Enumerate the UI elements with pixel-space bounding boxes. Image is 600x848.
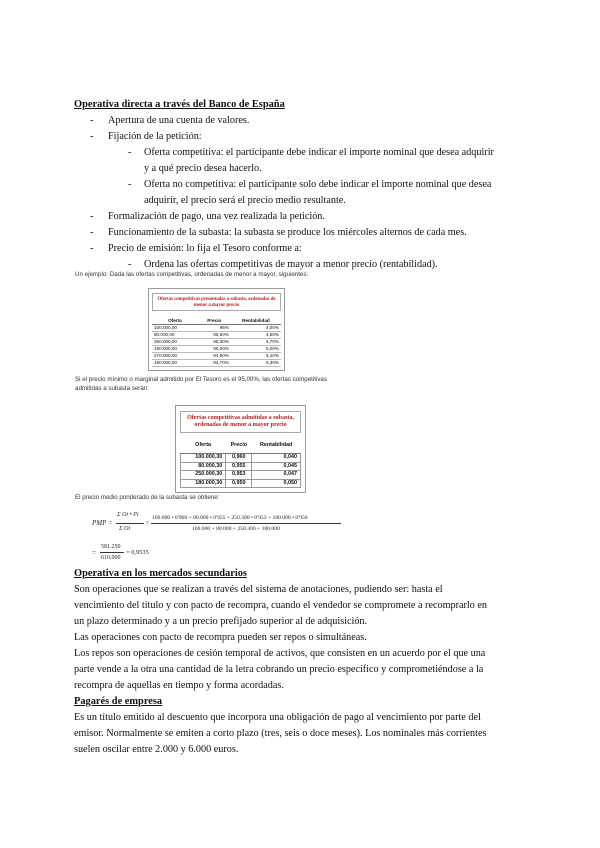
column-header: Precio (198, 317, 231, 325)
data-table (180, 439, 301, 488)
formula-equals: = (92, 549, 96, 557)
formula-result-numerator: 581.250 (101, 544, 121, 550)
list-item-continuation: adquirir, el precio será el precio medio resultante. (144, 195, 346, 206)
paragraph-line: Son operaciones que se realizan a través del sistema de anotaciones, pudiendo ser: hasta el (74, 584, 443, 595)
bullet-dash: - (90, 211, 94, 222)
table-cell: 96% (198, 325, 231, 332)
list-item: Ordena las ofertas competitivas de mayor a menor precio (rentabilidad). (144, 259, 438, 270)
list-item-continuation: y a qué precio desea hacerlo. (144, 163, 262, 174)
table-row (152, 353, 281, 360)
list-item: Funcionamiento de la subasta: la subasta se produce los miércoles alternos de cada mes. (108, 227, 467, 238)
list-item: Fijación de la petición: (108, 131, 202, 142)
formula-lhs: PMP = (92, 519, 113, 527)
section-heading-pagares: Pagarés de empresa (74, 696, 163, 707)
table-row (181, 479, 301, 488)
marginal-price-text: admitidas a subasta serán: (75, 385, 149, 392)
table-row (152, 346, 281, 353)
table-row (152, 325, 281, 332)
bullet-dash: - (90, 131, 94, 142)
table-submitted-offers (148, 288, 285, 371)
table-cell: 100.000,00 (152, 325, 198, 332)
list-item: Oferta no competitiva: el participante solo debe indicar el importe nominal que desea (144, 179, 492, 190)
formula-equals: = (145, 519, 150, 527)
column-header: Rentabilidad (252, 439, 301, 454)
table-cell: 0,050 (252, 479, 301, 488)
paragraph-line: emisor. Normalmente se emiten a corto plazo (tres, seis o doce meses). Los nominales más corrientes (74, 728, 487, 739)
paragraph-line: Es un título emitido al descuento que incorpora una obligación de pago al vencimiento por parte del (74, 712, 481, 723)
formula-sum-numerator: Σ Oi • Pi (117, 512, 139, 518)
marginal-price-text: Si el precio mínimo o marginal admitido por El Tesoro es el 95,00%, las ofertas competitivas (75, 376, 327, 383)
table-cell: 94,90% (198, 353, 231, 360)
table-cell: 180.000,00 (152, 346, 198, 353)
table-title: Ofertas competitivas presentadas a subasta, ordenadas de menor a mayor precio (152, 293, 281, 311)
table-cell: 0,955 (226, 462, 252, 471)
table-row (152, 332, 281, 339)
bullet-dash: - (128, 147, 132, 158)
paragraph-line: recompra de aquellas en tiempo y forma acordadas. (74, 680, 284, 691)
table-cell: 4,70% (231, 339, 281, 346)
bullet-dash: - (90, 227, 94, 238)
table-row (152, 360, 281, 367)
table-row (152, 339, 281, 346)
formula-result: = 0,9535 (126, 549, 149, 556)
table-row (181, 462, 301, 471)
formula-result-denominator: 610.000 (101, 555, 121, 561)
list-item: Precio de emisión: lo fija el Tesoro conforme a: (108, 243, 302, 254)
column-header: Rentabilidad (231, 317, 281, 325)
table-cell: 0,950 (226, 479, 252, 488)
formula-numerator-expression: 100.000 • 0'960 + 80.000 • 0'955 + 250.300 • 0'953 + 180.000 • 0'950 (152, 515, 308, 521)
table-cell: 0,047 (252, 471, 301, 480)
paragraph-line: vencimiento del título y con pacto de recompra, cuando el vendedor se compromete a recomprarlo en (74, 600, 487, 611)
formula-intro: El precio medio ponderado de la subasta se obtiene: (75, 494, 220, 501)
table-cell: 4,00% (231, 325, 281, 332)
table-cell: 180.000,30 (181, 479, 226, 488)
paragraph-line: un plazo determinado y a un precio prefijado superior al de adquisición. (74, 616, 368, 627)
list-item: Formalización de pago, una vez realizada la petición. (108, 211, 325, 222)
table-cell: 95,50% (198, 332, 231, 339)
bullet-dash: - (90, 115, 94, 126)
table-cell: 5,30% (231, 360, 281, 367)
column-header: Precio (226, 439, 252, 454)
paragraph-line: Las operaciones con pacto de recompra pueden ser repos o simultáneas. (74, 632, 367, 643)
table-cell: 80.000,30 (181, 462, 226, 471)
table-title: Ofertas competitivas admitidas a subasta, ordenadas de menor a mayor precio (180, 411, 301, 433)
formula-denominator-expression: 100.000 + 80.000 + 250.300 + 180.000 (192, 526, 280, 532)
table-cell: 0,960 (226, 454, 252, 463)
table-cell: 4,50% (231, 332, 281, 339)
table-cell: 100.000,30 (181, 454, 226, 463)
bullet-dash: - (128, 259, 132, 270)
fraction-bar (116, 523, 144, 524)
column-header: Oferta (181, 439, 226, 454)
table-cell: 250.000,00 (152, 339, 198, 346)
list-item: Oferta competitiva: el participante debe indicar el importe nominal que desea adquirir (144, 147, 494, 158)
table-cell: 5,00% (231, 346, 281, 353)
list-item: Apertura de una cuenta de valores. (108, 115, 250, 126)
table-cell: 0,953 (226, 471, 252, 480)
table-accepted-offers (175, 405, 306, 493)
fraction-bar (151, 523, 341, 524)
formula-sum-denominator: Σ Oi (119, 526, 131, 532)
table-cell: 95,00% (198, 346, 231, 353)
section-heading-operativa-directa: Operativa directa a través del Banco de España (74, 99, 285, 110)
table-cell: 0,040 (252, 454, 301, 463)
paragraph-line: Los repos son operaciones de cesión temporal de activos, que consisten en un acuerdo por el que una (74, 648, 486, 659)
paragraph-line: parte vende a la otra una cantidad de la letra cobrando un precio específico y comprometiéndose a la (74, 664, 484, 675)
data-table (152, 317, 281, 367)
table-cell: 270.000,00 (152, 353, 198, 360)
table-cell: 5,10% (231, 353, 281, 360)
column-header: Oferta (152, 317, 198, 325)
paragraph-line: suelen oscilar entre 2.000 y 6.000 euros. (74, 744, 239, 755)
table-cell: 95,30% (198, 339, 231, 346)
table-cell: 250.000,30 (181, 471, 226, 480)
fraction-bar (100, 552, 124, 553)
section-heading-mercados-secundarios: Operativa en los mercados secundarios (74, 568, 247, 579)
table-cell: 80.000,00 (152, 332, 198, 339)
table-cell: 180.000,00 (152, 360, 198, 367)
example-intro: Un ejemplo: Dada las ofertas competitivas, ordenadas de menor a mayor, siguientes: (75, 271, 309, 278)
table-cell: 0,045 (252, 462, 301, 471)
bullet-dash: - (90, 243, 94, 254)
table-cell: 94,70% (198, 360, 231, 367)
bullet-dash: - (128, 179, 132, 190)
table-row (181, 454, 301, 463)
table-row (181, 471, 301, 480)
